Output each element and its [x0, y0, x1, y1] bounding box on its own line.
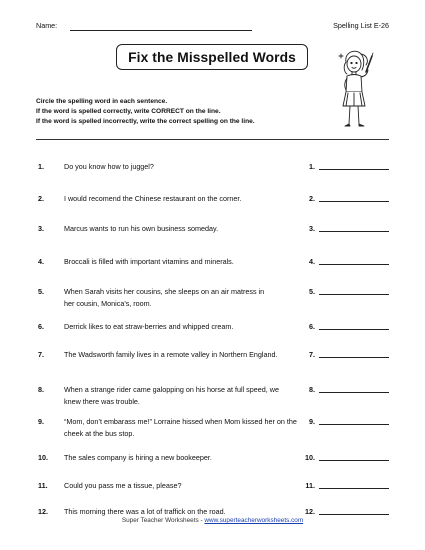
question-number: 12. [38, 507, 48, 516]
answer-line[interactable] [319, 488, 389, 489]
question-number: 9. [38, 417, 44, 426]
header-row [36, 21, 389, 33]
instruction-line: Circle the spelling word in each sentence. [36, 98, 168, 105]
question-text: Derrick likes to eat straw-berries and whipped cream. [64, 322, 234, 331]
question-number: 4. [38, 257, 44, 266]
question-text: This morning there was a lot of traffick on the road. [64, 507, 226, 516]
answer-number: 3. [309, 224, 315, 233]
question-number: 6. [38, 322, 44, 331]
answer-number: 5. [309, 287, 315, 296]
question-text: “Mom, don’t embarass me!” Lorraine hissed when Mom kissed her on the cheek at the bus stop. [64, 417, 297, 438]
girl-with-pencil-icon [334, 46, 376, 132]
question-number: 11. [38, 481, 48, 490]
footer-separator: - [200, 517, 203, 524]
answer-line[interactable] [319, 264, 389, 265]
answer-number: 4. [309, 257, 315, 266]
divider [36, 139, 389, 140]
instruction-line: If the word is spelled correctly, write CORRECT on the line. [36, 108, 221, 115]
page-title: Fix the Misspelled Words [116, 44, 308, 70]
question-number: 8. [38, 385, 44, 394]
question-text: When a strange rider came galopping on his horse at full speed, we knew there was trouble. [64, 385, 279, 406]
question-text: Could you pass me a tissue, please? [64, 481, 182, 490]
answer-line[interactable] [319, 231, 389, 232]
answer-number: 9. [309, 417, 315, 426]
answer-number: 8. [309, 385, 315, 394]
answer-number: 1. [309, 162, 315, 171]
answer-number: 6. [309, 322, 315, 331]
answer-line[interactable] [319, 169, 389, 170]
name-line[interactable] [70, 30, 252, 31]
answer-number: 12. [305, 507, 315, 516]
answer-line[interactable] [319, 294, 389, 295]
answer-line[interactable] [319, 201, 389, 202]
question-number: 5. [38, 287, 44, 296]
answer-line[interactable] [319, 392, 389, 393]
question-number: 3. [38, 224, 44, 233]
footer [0, 517, 425, 524]
question-text: Marcus wants to run his own business someday. [64, 224, 219, 233]
name-label: Name: [36, 21, 58, 30]
spelling-list-label: Spelling List E-26 [333, 21, 389, 30]
answer-number: 7. [309, 350, 315, 359]
answer-line[interactable] [319, 357, 389, 358]
answer-number: 2. [309, 194, 315, 203]
question-text: The Wadsworth family lives in a remote valley in Northern England. [64, 350, 278, 359]
question-number: 10. [38, 453, 48, 462]
footer-brand: Super Teacher Worksheets [121, 517, 199, 524]
answer-line[interactable] [319, 424, 389, 425]
instruction-line: If the word is spelled incorrectly, write the correct spelling on the line. [36, 118, 255, 125]
answer-line[interactable] [319, 514, 389, 515]
instructions [36, 97, 255, 127]
answer-line[interactable] [319, 460, 389, 461]
answer-number: 10. [305, 453, 315, 462]
question-number: 2. [38, 194, 44, 203]
question-text: I would recomend the Chinese restaurant on the corner. [64, 194, 242, 203]
question-number: 1. [38, 162, 44, 171]
answer-number: 11. [305, 481, 315, 490]
question-text: The sales company is hiring a new bookeeper. [64, 453, 212, 462]
question-text: Do you know how to juggel? [64, 162, 154, 171]
question-text: When Sarah visits her cousins, she sleeps on an air matress in her cousin, Monica's, room. [64, 287, 265, 308]
question-number: 7. [38, 350, 44, 359]
question-text: Broccali is filled with important vitamins and minerals. [64, 257, 234, 266]
footer-link[interactable]: www.superteacherworksheets.com [204, 517, 304, 524]
answer-line[interactable] [319, 329, 389, 330]
